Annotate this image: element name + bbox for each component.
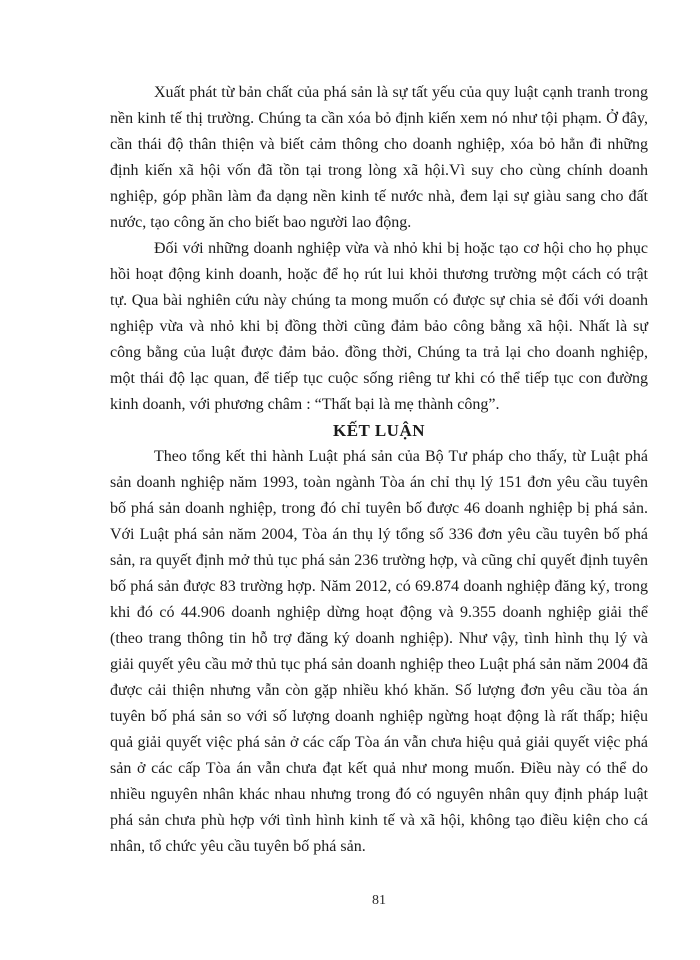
body-paragraph-1: Xuất phát từ bản chất của phá sản là sự tất yếu của quy luật cạnh tranh trong nền kinh tế thị trường. Chúng ta cần xóa bỏ định kiến xem nó như tội phạm. Ở đây, cần thái độ thân thiện và biết cảm thông cho doanh nghiệp, xóa bỏ hẳn đi những định kiến xã hội vốn đã tồn tại trong lòng xã hội.Vì suy cho cùng chính doanh nghiệp, góp phần làm đa dạng nền kinh tế nước nhà, đem lại sự giàu sang cho đất nước, tạo công ăn cho biết bao người lao động. bbox=[110, 84, 648, 231]
conclusion-paragraph: Theo tổng kết thi hành Luật phá sản của Bộ Tư pháp cho thấy, từ Luật phá sản doanh nghiệp năm 1993, toàn ngành Tòa án chỉ thụ lý 151 đơn yêu cầu tuyên bố phá sản doanh nghiệp, trong đó chỉ tuyên bố được 46 doanh nghiệp bị phá sản. Với Luật phá sản năm 2004, Tòa án thụ lý tổng số 336 đơn yêu cầu tuyên bố phá sản, ra quyết định mở thủ tục phá sản 236 trường hợp, và cũng chỉ quyết định tuyên bố phá sản được 83 trường hợp. Năm 2012, có 69.874 doanh nghiệp đăng ký, trong khi đó có 44.906 doanh nghiệp dừng hoạt động và 9.355 doanh nghiệp giải thể (theo trang thông tin hỗ trợ đăng ký doanh nghiệp). Như vậy, tình hình thụ lý và giải quyết yêu cầu mở thủ tục phá sản doanh nghiệp theo Luật phá sản năm 2004 đã được cải thiện nhưng vẫn còn gặp nhiều khó khăn. Số lượng đơn yêu cầu tòa án tuyên bố phá sản so với số lượng doanh nghiệp ngừng hoạt động là rất thấp; hiệu quả giải quyết việc phá sản ở các cấp Tòa án vẫn chưa hiệu quả giải quyết việc phá sản ở các cấp Tòa án vẫn chưa đạt kết quả như mong muốn. Điều này có thể do nhiều nguyên nhân khác nhau nhưng trong đó có nguyên nhân quy định pháp luật phá sản chưa phù hợp với tình hình kinh tế và xã hội, không tạo điều kiện cho cá nhân, tổ chức yêu cầu tuyên bố phá sản. bbox=[110, 448, 648, 855]
body-paragraph-2: Đối với những doanh nghiệp vừa và nhỏ khi bị hoặc tạo cơ hội cho họ phục hồi hoạt động kinh doanh, hoặc để họ rút lui khỏi thương trường một cách có trật tự. Qua bài nghiên cứu này chúng ta mong muốn có được sự chia sẻ đối với doanh nghiệp vừa và nhỏ khi bị đồng thời cũng đảm bảo công bằng xã hội. Nhất là sự công bằng của luật được đảm bảo. đồng thời, Chúng ta trả lại cho doanh nghiệp, một thái độ lạc quan, để tiếp tục cuộc sống riêng tư khi có thể tiếp tục con đường kinh doanh, với phương châm : “Thất bại là mẹ thành công”. bbox=[110, 240, 648, 413]
document-body bbox=[110, 80, 648, 860]
section-heading-ket-luan: KẾT LUẬN bbox=[332, 421, 425, 440]
page-number: 81 bbox=[372, 893, 386, 908]
